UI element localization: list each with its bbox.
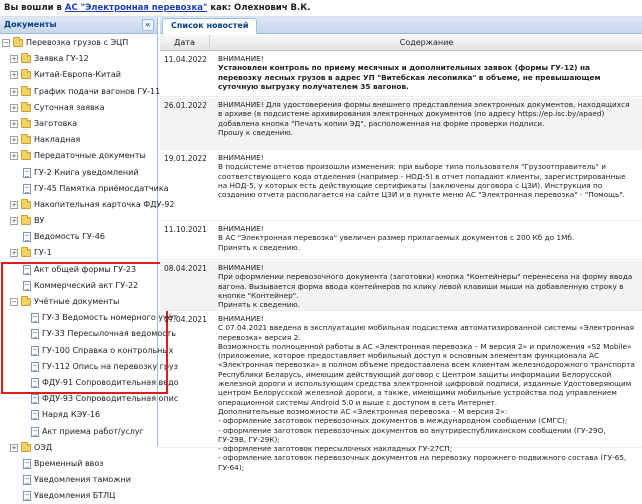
news-grid-header [160,35,642,51]
tree-node-fdu93[interactable] [0,391,179,407]
expand-toggle-icon[interactable]: + [11,152,17,161]
tree-node-label: ГУ-33 Пересылочная ведомость [42,329,177,339]
document-icon [23,232,31,242]
login-status-bar [0,0,642,17]
news-content [218,314,636,472]
documents-tree [0,35,179,504]
login-prefix: Вы вошли в [4,3,62,13]
expand-toggle-icon[interactable]: + [11,55,17,64]
news-date: 26.01.2022 [164,101,207,110]
tree-node-acceptance-act[interactable] [0,424,157,440]
folder-icon [21,217,31,225]
folder-icon [21,104,31,112]
tree-node-label: Суточная заявка [34,102,105,112]
expand-toggle-icon[interactable]: + [11,249,17,258]
folder-icon [21,136,31,144]
tree-node-label: График подачи вагонов ГУ-11 [34,86,161,96]
news-line: В подсистеме отчетов произошли изменения: при выборе типа пользователя "Грузоотправитель" и соответствующего кода отделения (например - НОД-5) в отчет попадают клиенты, зарегистрированные на НОД-5, у которых есть действующие сертификаты (заключены договора с ЦЗИ). Инструкция по созданию отчета располагается на сайте ЦЗИ и в пункте меню АС "Электронная перевозка" - "Помощь". [218,162,626,200]
tree-node-label: Ведомость ГУ-46 [34,232,105,242]
news-date: 07.04.2021 [164,315,207,324]
folder-icon [21,88,31,96]
news-date: 11.04.2022 [164,55,207,64]
expand-toggle-icon[interactable]: + [11,443,17,452]
news-panel [160,17,642,472]
folder-icon [21,201,31,209]
tree-node-gu12[interactable] [0,51,157,67]
expand-toggle-icon[interactable]: + [11,217,17,226]
expand-toggle-icon[interactable]: + [11,136,17,145]
collapse-toggle-icon[interactable]: − [3,39,9,47]
news-line: ВНИМАНИЕ! Для удостоверения формы внешнего представления электронных документов, находящихся в архиве (в подсистеме архивирования электронных документов (по адресу https://ep.isc.by/apaed) добавлена кнопка "Печать копии ЭД", расположенная на форме проверки подписи. [218,100,630,128]
news-line: Дополнительные возможности АС «Электронная перевозка – М версия 2»: [218,406,508,416]
news-line: С 07.04.2021 введена в эксплуатацию мобильная подсистема автоматизированной системы «Электронная перевозка» версия 2. [218,323,635,342]
documents-panel [0,17,179,501]
news-line: При оформлении перевозочного документа (заготовки) кнопка "Контейнеры" перенесена на форму ввода вагона. Вызывается форма ввода контейнеров по клику левой клавиши мыши на добавленную строку в кнопке "Контейнер". [218,272,633,300]
document-icon [23,491,31,501]
news-date: 11.10.2021 [164,225,207,234]
news-content [218,153,636,199]
tree-node-gu23[interactable] [0,262,157,278]
news-line: Возможность полноценной работы в АС «Электронная перевозка – М версия 2» и приложения «S2 Mobile» (приложение, которое предоставляет мобильный доступ к основным элементам функционала АС «Электронная перевозка» в полном объеме предоставлена всем клиентам железнодорожного транспорта Республики Беларусь, имеющим действующий договор с Центром защиты информации Белорусской железной дороги и использующим средства электронной цифровой подписи, изданные Удостоверяющим центром Белорусской железной дороги, а также, имеющими мобильные устройства под управлением операционной системы Android 5.0 и выше с доступом в сеть Интернет. [218,341,635,407]
document-icon [31,394,39,404]
tree-node-label: Перевозка грузов с ЭЦП [26,38,129,47]
tree-node-label: ГУ-1 [34,248,52,258]
column-header-content[interactable]: Содержание [399,38,454,47]
folder-icon [21,444,31,452]
news-row[interactable] [160,222,642,260]
tree-node-vu[interactable] [0,213,157,229]
news-line: ВНИМАНИЕ! [218,263,264,272]
tree-node-keu16[interactable] [0,407,157,423]
tree-node-gu100[interactable] [0,343,174,359]
tree-node-label: Накопительная карточка ФДУ-92 [34,199,175,209]
tab-strip [160,17,642,34]
tree-node-label: ФДУ-91 Сопроводительная ведо [42,377,179,387]
tree-node-label: Наряд КЭУ-16 [42,410,101,420]
tree-node-btlc-notifications[interactable] [0,488,157,504]
tree-node-oed[interactable] [0,440,157,456]
documents-panel-header [0,17,157,34]
login-as-label: как: [210,3,232,13]
expand-toggle-icon[interactable]: + [11,103,17,112]
tree-node-label: ФДУ-93 Сопроводительная опис [42,394,179,404]
news-row[interactable] [160,312,642,472]
tree-node-gu46[interactable] [0,229,157,245]
news-content [218,263,636,309]
tree-node-gu22[interactable] [0,278,157,294]
tree-node-label: Уведомления БТЛЦ [34,491,116,501]
tree-node-label: Заготовка [34,118,78,128]
tree-node-label: ГУ-100 Справка о контрольных [42,345,174,355]
folder-open-icon [13,39,23,47]
folder-icon [21,120,31,128]
tree-node-label: Акт приема работ/услуг [42,426,144,436]
tree-node-draft[interactable] [0,116,157,132]
document-icon [23,475,31,485]
news-line: Прошу к сведению. [218,127,293,137]
tree-node-gu33[interactable] [0,326,177,342]
folder-icon [21,71,31,79]
tree-node-label: Временный ввоз [34,458,104,468]
document-icon [23,281,31,291]
tree-node-daily-request[interactable] [0,100,157,116]
tree-node-waybill[interactable] [0,132,157,148]
document-icon [31,427,39,437]
news-line: Принять к сведению. [218,300,300,310]
tree-node-gu11[interactable] [0,84,161,100]
news-row[interactable] [160,52,642,97]
news-row[interactable] [160,98,642,150]
document-icon [23,265,31,275]
tree-node-gu2[interactable] [0,165,157,181]
news-row[interactable] [160,151,642,221]
news-line: В АС "Электронная перевозка" увеличен размер прилагаемых документов с 200 Кб до 1Мб. [218,233,575,243]
tree-node-accounting-docs[interactable] [0,294,157,310]
news-line: ВНИМАНИЕ! [218,224,264,233]
document-icon [23,184,31,194]
system-name-link[interactable]: АС "Электронная перевозка" [64,3,208,13]
document-icon [31,362,39,372]
folder-icon [21,152,31,160]
news-content [218,100,636,137]
tree-node-label: Коммерческий акт ГУ-22 [34,280,139,290]
tree-node-root[interactable] [0,35,157,51]
current-user-name: Олехнович В.К. [234,3,311,13]
news-line: - оформление заготовок пересылочных накладных ГУ-27СП; [218,444,453,454]
news-content [218,54,636,91]
news-line: Принять к сведению. [218,242,300,252]
tab-news-list[interactable]: Список новостей [162,18,257,34]
tree-node-fdu92[interactable] [0,197,175,213]
tree-node-gu1[interactable] [0,245,157,261]
tree-node-label: ВУ [34,216,45,226]
tree-node-label: Накладная [34,135,81,145]
news-line: Установлен контроль по приему месячных и дополнительных заявок (формы ГУ-12) на перевозку лесных грузов в адрес УП "Витебская лесопилка" в объеме, не превышающем суточную выгрузку получателем 35 вагонов. [218,63,601,91]
collapse-panel-button[interactable]: « [142,19,154,31]
news-date: 08.04.2021 [164,264,207,273]
tree-node-label: ГУ-2 Книга уведомлений [34,167,139,177]
news-line: ВНИМАНИЕ! [218,54,264,63]
tree-node-label: Уведомления таможни [34,475,131,485]
news-content [218,224,636,252]
document-icon [31,329,39,339]
collapse-toggle-icon[interactable]: − [11,298,17,306]
news-row[interactable] [160,261,642,311]
document-icon [31,313,39,323]
expand-toggle-icon[interactable]: + [11,119,17,128]
news-date: 19.01.2022 [164,154,207,163]
folder-icon [21,249,31,257]
folder-open-icon [21,298,31,306]
tree-node-gu112[interactable] [0,359,178,375]
tree-node-gu45[interactable] [0,181,169,197]
tree-node-label: ГУ-112 Опись на перевозку груз [42,361,178,371]
tree-node-label: Заявка ГУ-12 [34,54,89,64]
news-line: - оформление заготовок перевозочных документов в международном сообщении (СМГС); [218,416,568,426]
tree-node-label: ОЭД [34,442,53,452]
expand-toggle-icon[interactable]: + [11,87,17,96]
document-icon [31,378,39,388]
news-line: - оформление заготовок перевозочных документов на перевозку порожнего подвижного состава (ГУ-65, ГУ-64); [218,453,627,472]
column-header-date[interactable]: Дата [160,35,210,51]
document-icon [31,410,39,420]
folder-icon [21,55,31,63]
news-line: - оформление заготовок перевозочных документов во внутриреспубликанском сообщении (ГУ-29О, ГУ-29В, ГУ-29К); [218,425,606,444]
document-icon [23,168,31,178]
tree-node-transfer-docs[interactable] [0,148,157,164]
tree-node-label: Учётные документы [34,297,120,306]
document-icon [23,459,31,469]
tree-node-china-europe[interactable] [0,67,157,83]
tree-node-label: Китай-Европа-Китай [34,70,121,80]
expand-toggle-icon[interactable]: + [11,71,17,80]
document-icon [31,346,39,356]
tree-node-gu3[interactable] [0,310,178,326]
tree-node-label: Передаточные документы [34,151,146,161]
news-line: ВНИМАНИЕ! [218,153,264,162]
tree-node-label: ГУ-45 Памятка приёмосдатчика [34,183,169,193]
tree-node-fdu91[interactable] [0,375,179,391]
tree-node-label: Акт общей формы ГУ-23 [34,264,137,274]
tree-node-label: ГУ-3 Ведомость номерного учёт [42,313,178,323]
tree-node-temporary-import[interactable] [0,456,157,472]
expand-toggle-icon[interactable]: + [11,200,17,209]
news-line: ВНИМАНИЕ! [218,314,264,323]
documents-panel-title: Документы [4,20,57,29]
tree-node-customs-notifications[interactable] [0,472,157,488]
